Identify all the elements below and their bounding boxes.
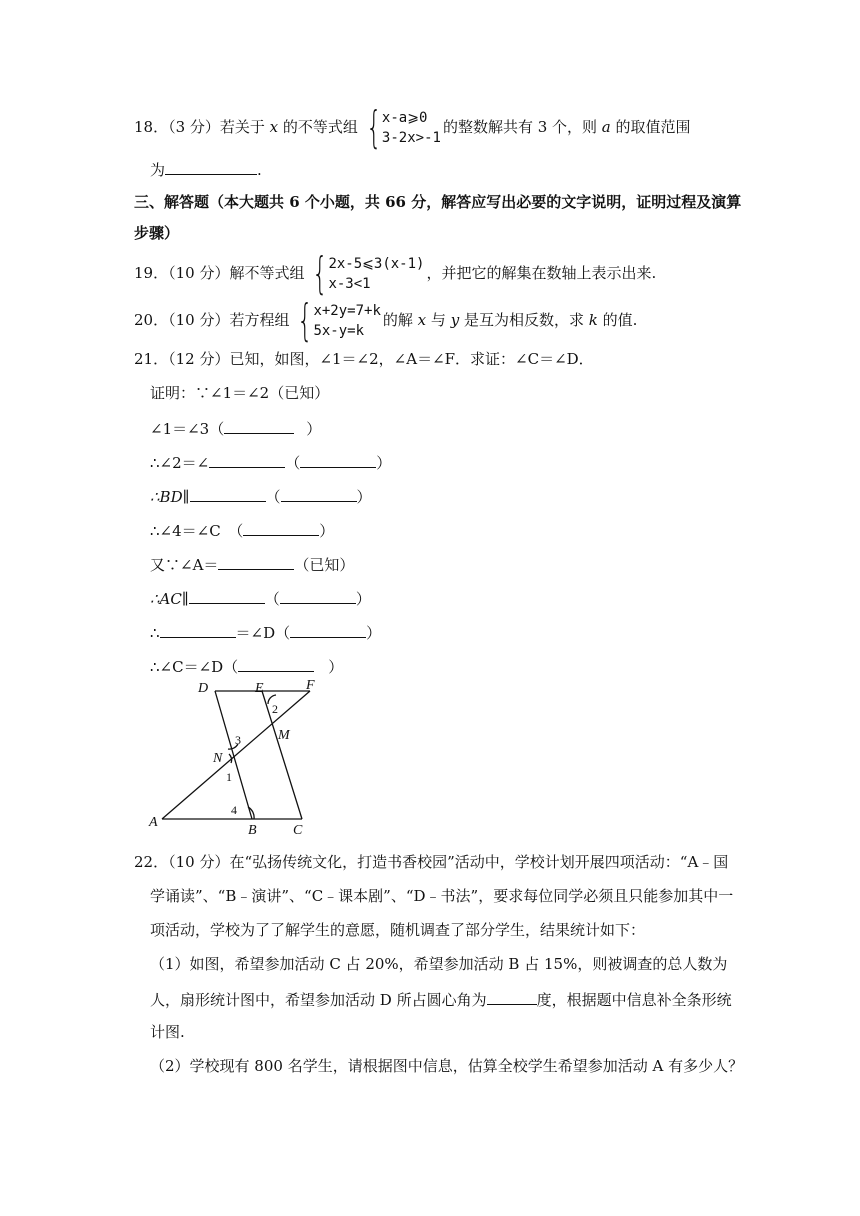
proof-blank [209, 451, 285, 468]
section3-heading-line1: 三、解答题（本大题共 6 个小题，共 66 分，解答应写出必要的文字说明，证明过程及演算 [134, 193, 742, 211]
proof-blank [280, 587, 356, 604]
proof-line-8 [150, 621, 381, 643]
q20-eq2: 5x-y=k [313, 323, 365, 339]
label-angle-4: 4 [231, 803, 237, 817]
q19-post: ，并把它的解集在数轴上表示出来. [426, 264, 657, 282]
q18-line2-pre: 为 [150, 161, 166, 179]
proof-line-7 [150, 587, 371, 609]
proof-blank [224, 417, 294, 434]
proof-text: ） [355, 590, 371, 608]
q18-var-a: a [601, 118, 611, 136]
q19-eq1: 2x-5⩽3(x-1) [328, 256, 425, 272]
proof-blank [281, 485, 357, 502]
q20-post4: 的值. [597, 311, 638, 329]
q18-text-mid: 的不等式组 [278, 118, 358, 136]
label-angle-3: 3 [235, 733, 241, 747]
q18-eq2: 3-2x>-1 [381, 130, 441, 146]
proof-text: ∴ [150, 624, 160, 642]
q18-text-post: 的整数解共有 3 个，则 [442, 118, 602, 136]
proof-blank [238, 655, 314, 672]
q19-system [306, 248, 425, 299]
q20-system [291, 295, 381, 346]
q18-text-end: 的取值范围 [610, 118, 691, 136]
proof-text: ） [328, 658, 344, 676]
q22-line6: 计图. [150, 1023, 185, 1041]
q20-line [134, 295, 638, 346]
proof-text: （已知） [294, 556, 355, 574]
segment-AF [162, 691, 310, 819]
q20-pre: 20．（10 分）若方程组 [134, 311, 290, 329]
brace-icon: { [312, 248, 329, 299]
proof-text: （ [264, 590, 280, 608]
q22-answer-blank [487, 988, 537, 1005]
proof-blank [300, 451, 376, 468]
proof-text: 证明：∵∠1＝∠2（已知） [150, 384, 330, 402]
proof-text: ） [356, 488, 372, 506]
q19-line [134, 248, 657, 299]
section3-heading-line2: 步骤） [134, 224, 180, 242]
q20-var-k: k [588, 311, 598, 329]
proof-line-4 [150, 485, 372, 507]
label-B: B [248, 823, 257, 838]
label-E: E [255, 681, 264, 696]
label-F: F [306, 678, 315, 693]
q20-eq1: x+2y=7+k [313, 303, 381, 319]
label-angle-1: 1 [226, 770, 232, 784]
q18-var-x: x [269, 118, 279, 136]
q20-post2: 与 [426, 311, 451, 329]
geometry-figure [140, 676, 340, 838]
proof-text: （ [265, 488, 281, 506]
proof-blank [243, 519, 319, 536]
proof-text: 又∵∠A＝ [150, 556, 219, 574]
segment-EC [262, 691, 302, 819]
proof-text: ∴∠4＝∠C （ [150, 522, 244, 540]
proof-line-6 [150, 553, 354, 575]
q22-line1: 22．（10 分）在“弘扬传统文化，打造书香校园”活动中，学校计划开展四项活动：“A﹣国 [134, 853, 729, 871]
proof-line-9 [150, 655, 343, 677]
proof-blank [218, 553, 294, 570]
q22-line5-pre: 人，扇形统计图中，希望参加活动 D 所占圆心角为 [150, 991, 487, 1009]
proof-text: （ [285, 454, 301, 472]
label-A: A [149, 815, 158, 830]
q22-line7: （2）学校现有 800 名学生，请根据图中信息，估算全校学生希望参加活动 A 有多少人？ [150, 1057, 744, 1075]
q18-text-pre: 18．（3 分）若关于 [134, 118, 270, 136]
q18-line2 [150, 158, 262, 180]
proof-text: ） [366, 624, 382, 642]
q18-line2-end: . [257, 161, 262, 179]
label-D: D [198, 681, 209, 696]
q20-var-y: y [450, 311, 460, 329]
q22-line5 [150, 988, 732, 1010]
q19-eq2: x-3<1 [328, 276, 371, 292]
q22-line3: 项活动，学校为了了解学生的意愿，随机调查了部分学生，结果统计如下： [150, 921, 646, 939]
brace-icon: { [297, 295, 314, 346]
proof-text: ＝∠D（ [235, 624, 291, 642]
brace-icon: { [366, 102, 382, 153]
proof-text: ） [376, 454, 392, 472]
proof-text: ∴AC∥ [150, 590, 189, 608]
q19-pre: 19．（10 分）解不等式组 [134, 264, 305, 282]
q20-post1: 的解 [382, 311, 418, 329]
q18-line1 [134, 102, 691, 153]
q18-eq1: x-a⩾0 [381, 110, 428, 126]
q20-var-x: x [417, 311, 427, 329]
proof-line-1 [150, 383, 329, 403]
proof-text: ∠1＝∠3（ [150, 420, 225, 438]
proof-text: ∴∠2＝∠ [150, 454, 210, 472]
q22-line2: 学诵读”、“B﹣演讲”、“C﹣课本剧”、“D﹣书法”，要求每位同学必须且只能参加其中一 [150, 887, 734, 905]
proof-line-5 [150, 519, 334, 541]
proof-blank [160, 621, 236, 638]
angle-arc-1 [229, 754, 232, 763]
proof-blank [290, 621, 366, 638]
proof-text: ∴BD∥ [150, 488, 190, 506]
proof-line-3 [150, 451, 391, 473]
label-angle-2: 2 [272, 702, 278, 716]
q22-line4: （1）如图，希望参加活动 C 占 20%，希望参加活动 B 占 15%，则被调查的总人数为 [150, 955, 728, 973]
proof-text: ） [319, 522, 335, 540]
proof-blank [190, 485, 266, 502]
proof-text: ∴∠C＝∠D（ [150, 658, 239, 676]
label-M: M [278, 728, 290, 743]
proof-text: ） [306, 420, 322, 438]
q18-system [360, 102, 441, 153]
proof-line-2 [150, 417, 321, 439]
q22-line5-post: 度，根据题中信息补全条形统 [536, 991, 732, 1009]
label-N: N [213, 751, 223, 766]
proof-blank [189, 587, 265, 604]
q18-answer-blank [165, 158, 257, 175]
q20-post3: 是互为相反数，求 [459, 311, 589, 329]
q21-stem: 21．（12 分）已知，如图，∠1＝∠2，∠A＝∠F．求证：∠C＝∠D． [134, 350, 594, 368]
label-C: C [293, 823, 303, 838]
